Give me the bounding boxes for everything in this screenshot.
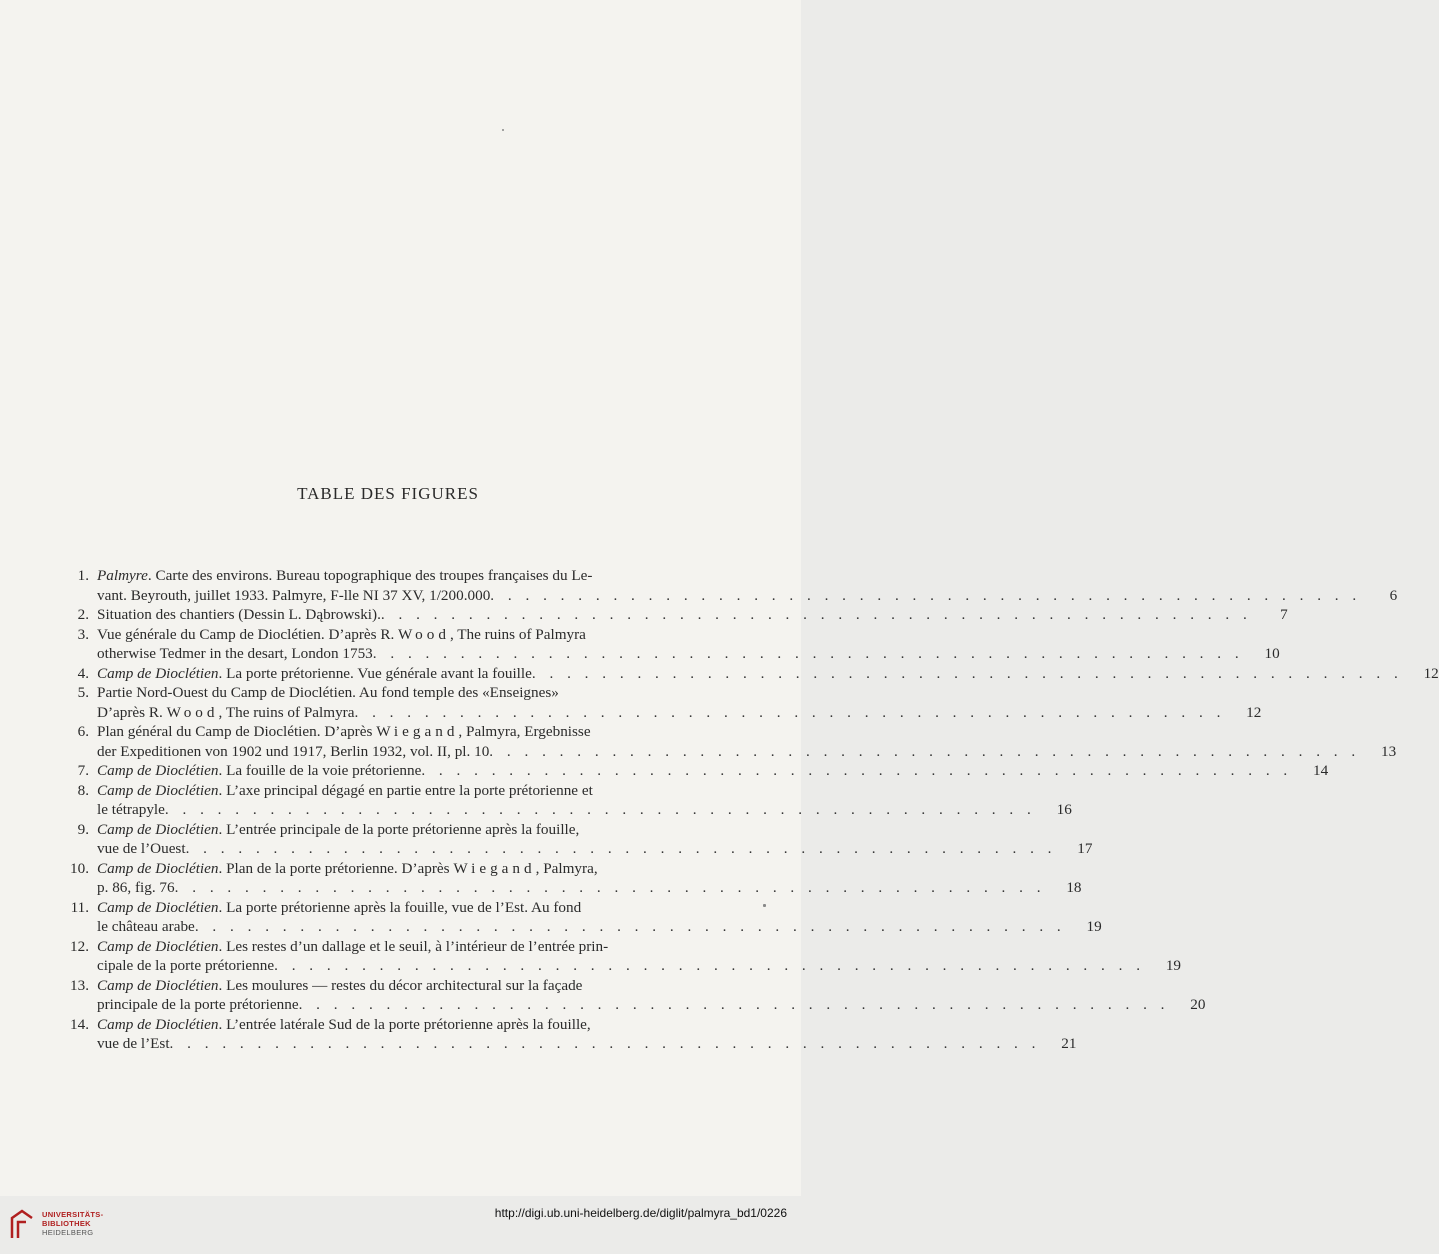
- leader-dots: . . . . . . . . . . . . . . . . . . . . . . . . . . . . . . . . . . . . . . . . . . . . . . . . . .: [298, 996, 1170, 1013]
- page-number: 12: [1423, 664, 1439, 682]
- figure-number: 8.: [77, 781, 89, 799]
- figure-entry: [60, 1015, 1077, 1054]
- library-name: [42, 1210, 103, 1237]
- leader-dots: . . . . . . . . . . . . . . . . . . . . . . . . . . . . . . . . . . . . . . . . . . . . . . . . . .: [185, 840, 1057, 857]
- figure-caption-line: Camp de Dioclétien. La porte prétorienne après la fouille, vue de l’Est. Au fond: [97, 898, 582, 916]
- figure-caption-line: otherwise Tedmer in the desart, London 1753: [97, 645, 373, 662]
- figure-entry: [60, 664, 1439, 684]
- paper-speck: [763, 904, 766, 907]
- figure-number: 5.: [77, 684, 89, 701]
- figure-entry: [60, 761, 1329, 781]
- figure-entry: [60, 976, 1206, 1015]
- leader-dots: . . . . . . . . . . . . . . . . . . . . . . . . . . . . . . . . . . . . . . . . . . . . . . . . . .: [421, 762, 1293, 779]
- leader-dots: . . . . . . . . . . . . . . . . . . . . . . . . . . . . . . . . . . . . . . . . . . . . . . . . . .: [372, 645, 1244, 662]
- figure-number: 3.: [77, 625, 89, 643]
- figure-caption-line: Palmyre. Carte des environs. Bureau topographique des troupes françaises du Le-: [97, 567, 593, 584]
- figure-caption-line: Camp de Dioclétien. La porte prétorienne. Vue générale avant la fouille: [97, 664, 532, 682]
- page-title: TABLE DES FIGURES: [297, 484, 479, 503]
- figure-number: 9.: [77, 820, 89, 838]
- figure-caption-line: Camp de Dioclétien. L’axe principal dégagé en partie entre la porte prétorienne et: [97, 781, 593, 799]
- figure-caption-line: cipale de la porte prétorienne: [97, 957, 275, 974]
- page-number: 18: [1066, 879, 1082, 896]
- leader-dots: . . . . . . . . . . . . . . . . . . . . . . . . . . . . . . . . . . . . . . . . . . . . . . . . . .: [274, 957, 1145, 974]
- source-url[interactable]: http://digi.ub.uni-heidelberg.de/diglit/palmyra_bd1/0226: [494, 1206, 787, 1220]
- page-number: 12: [1246, 703, 1262, 721]
- figure-list: [60, 566, 1439, 1054]
- figure-number: 6.: [77, 723, 89, 740]
- figure-entry: [60, 625, 1280, 664]
- figure-caption-line: D’après R. Wood, The ruins of Palmyra: [97, 703, 355, 721]
- figure-number: 2.: [77, 606, 89, 623]
- figure-caption-line: Vue générale du Camp de Dioclétien. D’après R. Wood, The ruins of Palmyra: [97, 625, 586, 643]
- figure-entry: [60, 605, 1288, 625]
- figure-entry: [60, 859, 1082, 898]
- figure-caption-line: vue de l’Est: [97, 1035, 170, 1052]
- footer-bar: [0, 1196, 801, 1254]
- figure-number: 12.: [70, 937, 89, 955]
- library-logo-icon: [8, 1208, 36, 1240]
- figure-caption-line: vant. Beyrouth, juillet 1933. Palmyre, F-lle NI 37 XV, 1/200.000: [97, 586, 491, 604]
- figure-caption-line: Plan général du Camp de Dioclétien. D’après Wiegand, Palmyra, Ergebnisse: [97, 723, 591, 740]
- figure-caption-line: der Expeditionen von 1902 und 1917, Berlin 1932, vol. II, pl. 10: [97, 742, 490, 760]
- figure-caption-line: Camp de Dioclétien. Plan de la porte prétorienne. D’après Wiegand, Palmyra,: [97, 859, 598, 877]
- figure-caption-line: vue de l’Ouest: [97, 840, 186, 857]
- figure-caption-line: Partie Nord-Ouest du Camp de Dioclétien. Au fond temple des «Enseignes»: [97, 684, 559, 701]
- page-number: 19: [1086, 918, 1102, 935]
- paper-speck: [502, 129, 504, 131]
- figure-caption-line: Camp de Dioclétien. L’entrée principale de la porte prétorienne après la fouille,: [97, 820, 580, 838]
- figure-entry: [60, 898, 1102, 937]
- leader-dots: . . . . . . . . . . . . . . . . . . . . . . . . . . . . . . . . . . . . . . . . . . . . . . . . . .: [380, 606, 1252, 623]
- library-name-line2: BIBLIOTHEK: [42, 1219, 91, 1228]
- library-name-line1: UNIVERSITÄTS-: [42, 1210, 104, 1219]
- figure-number: 13.: [70, 976, 89, 994]
- leader-dots: . . . . . . . . . . . . . . . . . . . . . . . . . . . . . . . . . . . . . . . . . . . . . . . . . .: [489, 742, 1361, 760]
- figure-number: 14.: [70, 1015, 89, 1033]
- page-number: 14: [1313, 762, 1329, 779]
- leader-dots: . . . . . . . . . . . . . . . . . . . . . . . . . . . . . . . . . . . . . . . . . . . . . . . . . .: [531, 664, 1403, 682]
- leader-dots: . . . . . . . . . . . . . . . . . . . . . . . . . . . . . . . . . . . . . . . . . . . . . . . . . .: [354, 703, 1226, 721]
- page-number: 7: [1280, 606, 1288, 623]
- leader-dots: . . . . . . . . . . . . . . . . . . . . . . . . . . . . . . . . . . . . . . . . . . . . . . . . . .: [194, 918, 1066, 935]
- figure-caption-line: le château arabe: [97, 918, 195, 935]
- figure-number: 11.: [70, 898, 89, 916]
- page-number: 10: [1264, 645, 1280, 662]
- figure-number: 7.: [77, 762, 89, 779]
- figure-entry: [60, 722, 1397, 761]
- figure-number: 1.: [77, 567, 89, 584]
- figure-number: 10.: [70, 859, 89, 877]
- figure-entry: [60, 820, 1093, 859]
- figure-entry: [60, 937, 1181, 976]
- page-number: 20: [1190, 996, 1206, 1013]
- figure-number: 4.: [77, 664, 89, 682]
- page-number: 13: [1381, 742, 1397, 760]
- leader-dots: . . . . . . . . . . . . . . . . . . . . . . . . . . . . . . . . . . . . . . . . . . . . . . . . . .: [164, 801, 1036, 818]
- figure-entry: [60, 683, 1262, 722]
- page-number: 19: [1165, 957, 1181, 974]
- figure-caption-line: Camp de Dioclétien. Les moulures — restes du décor architectural sur la façade: [97, 976, 583, 994]
- figure-caption-line: p. 86, fig. 76: [97, 879, 175, 896]
- figure-caption-line: le tétrapyle: [97, 801, 165, 818]
- leader-dots: . . . . . . . . . . . . . . . . . . . . . . . . . . . . . . . . . . . . . . . . . . . . . . . . . .: [169, 1035, 1041, 1052]
- library-name-line3: HEIDELBERG: [42, 1228, 94, 1237]
- figure-caption-line: Camp de Dioclétien. La fouille de la voie prétorienne: [97, 762, 422, 779]
- figure-caption-line: Situation des chantiers (Dessin L. Dąbrowski).: [97, 606, 381, 623]
- figure-caption-line: Camp de Dioclétien. L’entrée latérale Sud de la porte prétorienne après la fouille,: [97, 1015, 591, 1033]
- figure-entry: [60, 781, 1072, 820]
- page-number: 6: [1389, 586, 1398, 604]
- page-number: 21: [1061, 1035, 1077, 1052]
- leader-dots: . . . . . . . . . . . . . . . . . . . . . . . . . . . . . . . . . . . . . . . . . . . . . . . . . .: [174, 879, 1046, 896]
- figure-caption-line: principale de la porte prétorienne: [97, 996, 299, 1013]
- figure-caption-line: Camp de Dioclétien. Les restes d’un dallage et le seuil, à l’intérieur de l’entrée prin-: [97, 937, 609, 955]
- page-number: 17: [1077, 840, 1093, 857]
- figure-entry: [60, 566, 1398, 605]
- page-number: 16: [1056, 801, 1072, 818]
- leader-dots: . . . . . . . . . . . . . . . . . . . . . . . . . . . . . . . . . . . . . . . . . . . . . . . . . .: [490, 586, 1362, 604]
